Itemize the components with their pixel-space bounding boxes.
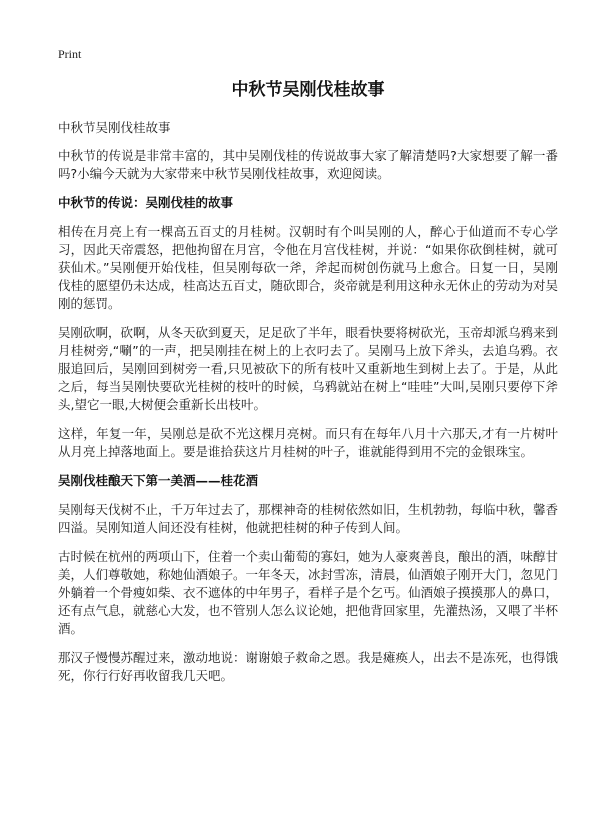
paragraph: 中秋节的传说是非常丰富的，其中吴刚伐桂的传说故事大家了解清楚吗?大家想要了解一番吗?小编今天就为大家带来中秋节吴刚伐桂故事，欢迎阅读。: [58, 148, 558, 181]
article-subtitle: 中秋节吴刚伐桂故事: [58, 120, 171, 135]
paragraph: 这样，年复一年，吴刚总是砍不光这棵月亮树。而只有在每年八月十六那天,才有一片树叶从月亮上掉落地面上。要是谁拾获这片月桂树的叶子，谁就能得到用不完的金银珠宝。: [58, 426, 558, 459]
article-blocks: [58, 147, 558, 685]
paragraph: 古时候在杭州的两项山下，住着一个卖山葡萄的寡妇，她为人豪爽善良，酿出的酒，味醇甘美，人们尊敬她，称她仙酒娘子。一年冬天，冰封雪冻，清晨，仙酒娘子刚开大门，忽见门外躺着一个骨瘦如柴、衣不遮体的中年男子，看样子是个乞丐。仙酒娘子摸摸那人的鼻口，还有点气息，就慈心大发，也不管别人怎么议论她，把他背回家里，先灌热汤，又喂了半杯酒。: [58, 549, 559, 636]
section-heading: 中秋节的传说：吴刚伐桂的故事: [58, 195, 234, 210]
paragraph: 吴刚砍啊，砍啊，从冬天砍到夏天，足足砍了半年，眼看快要将树砍光，玉帝却派乌鸦来到月桂树旁,“唰”的一声，把吴刚挂在树上的上衣叼去了。吴刚马上放下斧头，去追乌鸦。衣服追回后，吴刚回到树旁一看,只见被砍下的所有枝叶又重新地生到树上去了。于是，从此之后，每当吴刚快要砍光桂树的枝叶的时候，乌鸦就站在树上“哇哇”大叫,吴刚只要停下斧头,望它一眼,大树便会重新长出枝叶。: [58, 325, 559, 412]
paragraph: 吴刚每天伐树不止，千万年过去了，那棵神奇的桂树依然如旧，生机勃勃，每临中秋，馨香四溢。吴刚知道人间还没有桂树，他就把桂树的种子传到人间。: [58, 502, 559, 535]
page-title: 中秋节吴刚伐桂故事: [231, 80, 385, 100]
section-heading: 吴刚伐桂酿天下第一美酒——桂花酒: [58, 473, 259, 488]
article-body: [58, 119, 558, 696]
paragraph: 相传在月亮上有一棵高五百丈的月桂树。汉朝时有个叫吴刚的人，醉心于仙道而不专心学习，因此天帝震怒，把他拘留在月宫，令他在月宫伐桂树，并说：“如果你砍倒桂树，就可获仙术。”吴刚便开始伐桂，但吴刚每砍一斧，斧起而树创伤就马上愈合。日复一日，吴刚伐桂的愿望仍未达成，桂高达五百丈，随砍即合，炎帝就是利用这种永无休止的劳动为对吴刚的惩罚。: [58, 224, 559, 311]
paragraph: 那汉子慢慢苏醒过来，激动地说：谢谢娘子救命之恩。我是瘫痪人，出去不是冻死，也得饿死，你行行好再收留我几天吧。: [58, 650, 559, 683]
print-link[interactable]: Print: [58, 47, 82, 61]
